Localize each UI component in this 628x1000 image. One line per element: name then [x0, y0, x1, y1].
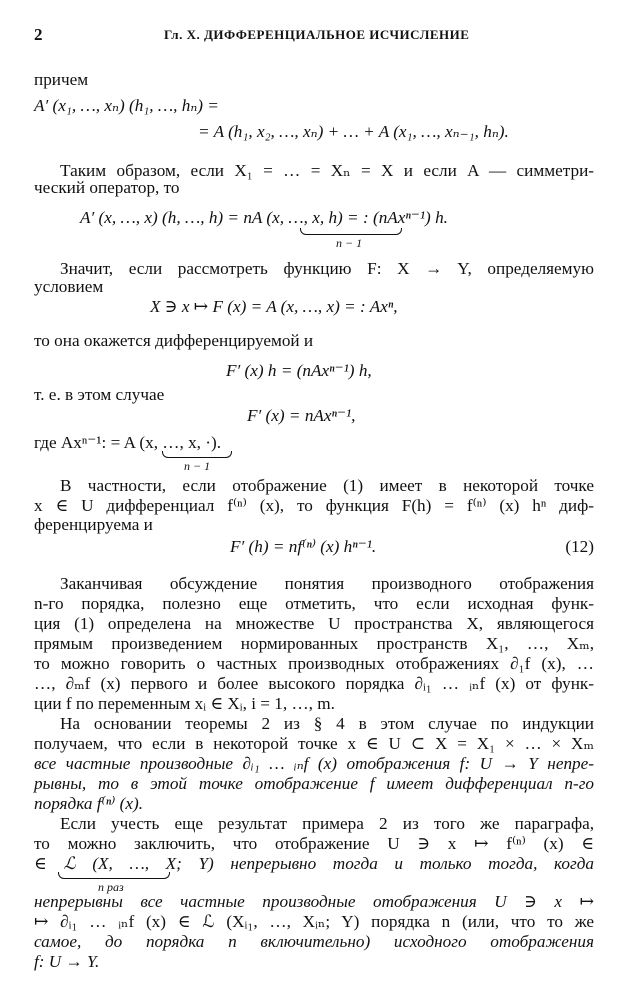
text-line: x ∈ U дифференциал f⁽ⁿ⁾ (x), то функция F(h) = f⁽ⁿ⁾ (x) hⁿ диф- [34, 496, 594, 515]
page-header [34, 25, 594, 45]
text-line: порядка f⁽ⁿ⁾ (x). [34, 794, 144, 813]
text-line: то можно говорить о частных производных отображениях ∂₁f (x), … [34, 654, 594, 673]
underbrace [162, 451, 232, 458]
formula-line: A′ (x, …, x) (h, …, h) = nA (x, …, x, h) = : (nAxⁿ⁻¹) h. [80, 208, 448, 227]
text-line: причем [34, 70, 89, 89]
equation-number: (12) [565, 537, 594, 556]
text-line: все частные производные ∂ᵢ₁ … ᵢₙf (x) отображения f: U → Y непре- [34, 754, 594, 773]
text-line: На основании теоремы 2 из § 4 в этом случае по индукции [60, 714, 594, 733]
text-line: ференцируема и [34, 515, 153, 534]
text-line: Если учесть еще результат примера 2 из того же параграфа, [60, 814, 594, 833]
text-line: n-го порядка, полезно еще отметить, что если исходная функ- [34, 594, 594, 613]
formula-line: X ∋ x ↦ F (x) = A (x, …, x) = : Axⁿ, [150, 297, 398, 316]
formula-line: A′ (x₁, …, xₙ) (h₁, …, hₙ) = [34, 96, 219, 115]
underbrace-label: n раз [98, 880, 124, 894]
text-line: В частности, если отображение (1) имеет в некоторой точке [60, 476, 594, 495]
text-line: непрерывны все частные производные отображения U ∋ x ↦ [34, 892, 594, 911]
text-line: Таким образом, если X₁ = … = Xₙ = X и если A — симметри- [60, 161, 594, 180]
text-line: где Axⁿ⁻¹: = A (x, …, x, ·). [34, 433, 222, 452]
running-title: Гл. X. ДИФФЕРЕНЦИАЛЬНОЕ ИСЧИСЛЕНИЕ [164, 27, 470, 42]
text-line: ческий оператор, то [34, 178, 180, 197]
text-line: рывны, то в этой точке отображение f имеет дифференциал n-го [34, 774, 594, 793]
formula-line: = A (h₁, x₂, …, xₙ) + … + A (x₁, …, xₙ₋₁, hₙ). [198, 122, 509, 141]
text-line: ∈ ℒ (X, …, X; Y) непрерывно тогда и только тогда, когда [34, 854, 594, 873]
text-line: Заканчивая обсуждение понятия производного отображения [60, 574, 594, 593]
text-line: ция (1) определена на множестве U пространства X, являющегося [34, 614, 594, 633]
text-line: f: U → Y. [34, 952, 100, 971]
underbrace-label: n − 1 [184, 459, 211, 473]
text-line: условием [34, 277, 104, 296]
text-line: т. е. в этом случае [34, 385, 165, 404]
text-line: самое, до порядка n включительно) исходного отображения [34, 932, 594, 951]
underbrace-label: n − 1 [336, 236, 363, 250]
text-line: то можно заключить, что отображение U ∋ x ↦ f⁽ⁿ⁾ (x) ∈ [34, 834, 594, 853]
text-line: …, ∂ₘf (x) первого и более высокого порядка ∂ᵢ₁ … ᵢₙf (x) от функ- [34, 674, 594, 693]
text-line: ↦ ∂ᵢ₁ … ᵢₙf (x) ∈ ℒ (Xᵢ₁, …, Xᵢₙ; Y) порядка n (или, что то же [34, 912, 594, 931]
formula-line: F′ (x) h = (nAxⁿ⁻¹) h, [226, 361, 372, 380]
page-number: 2 [34, 25, 43, 44]
formula-line: F′ (h) = nf⁽ⁿ⁾ (x) hⁿ⁻¹. [230, 537, 377, 556]
text-line: получаем, что если в некоторой точке x ∈ U ⊂ X = X₁ × … × Xₘ [34, 734, 594, 753]
underbrace [300, 228, 402, 235]
text-line: то она окажется дифференцируемой и [34, 331, 314, 350]
underbrace [58, 872, 170, 879]
text-line: Значит, если рассмотреть функцию F: X → Y, определяемую [60, 259, 594, 278]
text-line: прямым произведением нормированных пространств X₁, …, Xₘ, [34, 634, 594, 653]
formula-line: F′ (x) = nAxⁿ⁻¹, [247, 406, 356, 425]
text-line: ции f по переменным xᵢ ∈ Xᵢ, i = 1, …, m. [34, 694, 335, 713]
